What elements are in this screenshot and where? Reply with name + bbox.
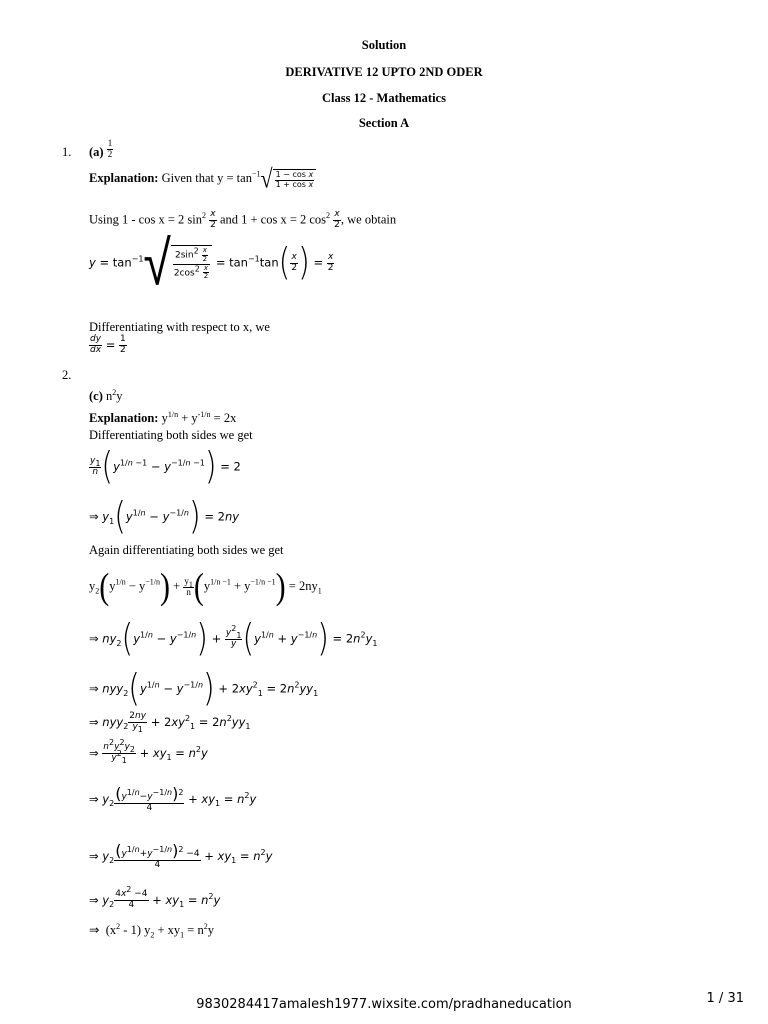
q2-step1: Differentiating both sides we get [89,428,253,442]
q1-number: 1. [62,145,72,159]
q2-eq2: ⇒ $y_1(y^{1/n} - y^{-1/n}) = 2ny$ [89,494,240,539]
page-number: 1 / 31 [706,991,744,1006]
q2-eq9: ⇒ $y_2$ $\frac{(y^{1/n}+y^{-1/n})^2 -4}{4}$ + $xy_1 = n^2y$ [89,841,273,870]
doc-subject: DERIVATIVE 12 UPTO 2ND ODER [285,65,483,79]
q2-eq7: ⇒ $\frac{n^2y^2y_2}{y^2_1}$ + $xy_1 = n^2y$ [89,738,208,765]
q1-answer-fraction: $\frac{1}{2}$ [107,137,113,159]
q2-eq4: ⇒ $ny_2(y^{1/n} - y^{-1/n})$ + $\frac{y^2_1}{y}$ $(y^{1/n} + y^{-1/n}) = 2n^2y_1$ [89,616,378,661]
q1-option: (a) [89,145,104,159]
doc-title: Solution [361,38,407,52]
q1-explanation: Explanation: Given that $y = \tan^{-1}√$ $\frac{\text{1 − cos x}}{\text{1 + cos x}}$ [89,168,316,190]
q2-step2: Again differentiating both sides we get [89,543,284,557]
q2-eq1: $\frac{y_1}{n}$ $(y^{1/n -1} - y^{-1/n -1}) = 2$ [90,444,241,489]
q2-final: ⇒ $(x^2 - 1) y_2 + xy_1 = n^2y$ [89,921,214,940]
q2-eq10: ⇒ $y_2$ $\frac{4x^2 -4}{4}$ + $xy_1 = n^2y$ [89,885,221,910]
q2-explanation: Explanation: $y^{1/n} + y^{-1/n} = 2x$ [89,409,237,425]
q2-eq5: ⇒ $nyy_2(y^{1/n} - y^{-1/n}) + 2xy^2_1 = 2n^2yy_1$ [89,666,319,711]
q2-option: (c) [89,389,103,403]
doc-class: Class 12 - Mathematics [322,91,446,105]
q1-equation: $y = \tan^{-1}√$ $2\sin^2$ $\frac{x}{2}$ $2\cos^2$ $\frac{x}{2}$ = $\tan^{-1}\tan$( $\frac{x}{2}$ ) = $\frac{x}{2}$ [89,226,334,300]
q1-using-line: Using 1 - cos x = 2 $\sin^2$ $\frac{x}{2}$ and 1 + cos x = 2 $\cos^2$ $\frac{x}{2}$ , we obtain [89,209,397,230]
q1-diff-text: Differentiating with respect to x, we [89,320,270,334]
footer-website: 9830284417amalesh1977.wixsite.com/pradhaneducation [196,997,572,1012]
q1-answer-line [89,137,113,160]
q1-given-text: Given that y = tan [161,170,252,185]
q2-answer-line: (c) $n^2y$ [89,387,123,403]
q2-explanation-label: Explanation: [89,411,159,425]
q1-result: $\frac{dy}{dx}$ = $\frac{1}{2}$ [90,334,126,355]
q1-explanation-label: Explanation: [89,170,159,185]
q2-number: 2. [62,368,72,382]
q2-eq6: ⇒ nyy$_2$ $\frac{2ny}{y_1}$ + $2xy^2_1 = 2n^2yy_1$ [89,711,251,734]
q2-eq8: ⇒ $y_2$ $\frac{(y^{1/n}-y^{-1/n})^2}{4}$ + $xy_1 = n^2y$ [89,784,257,813]
section-heading: Section A [358,116,410,130]
q2-eq3: $y_2(y^{1/n} - y^{-1/n})$ + $\frac{y_1}{n}$ $(y^{1/n -1} + y^{-1/n -1}) = 2ny_1$ [89,565,322,607]
